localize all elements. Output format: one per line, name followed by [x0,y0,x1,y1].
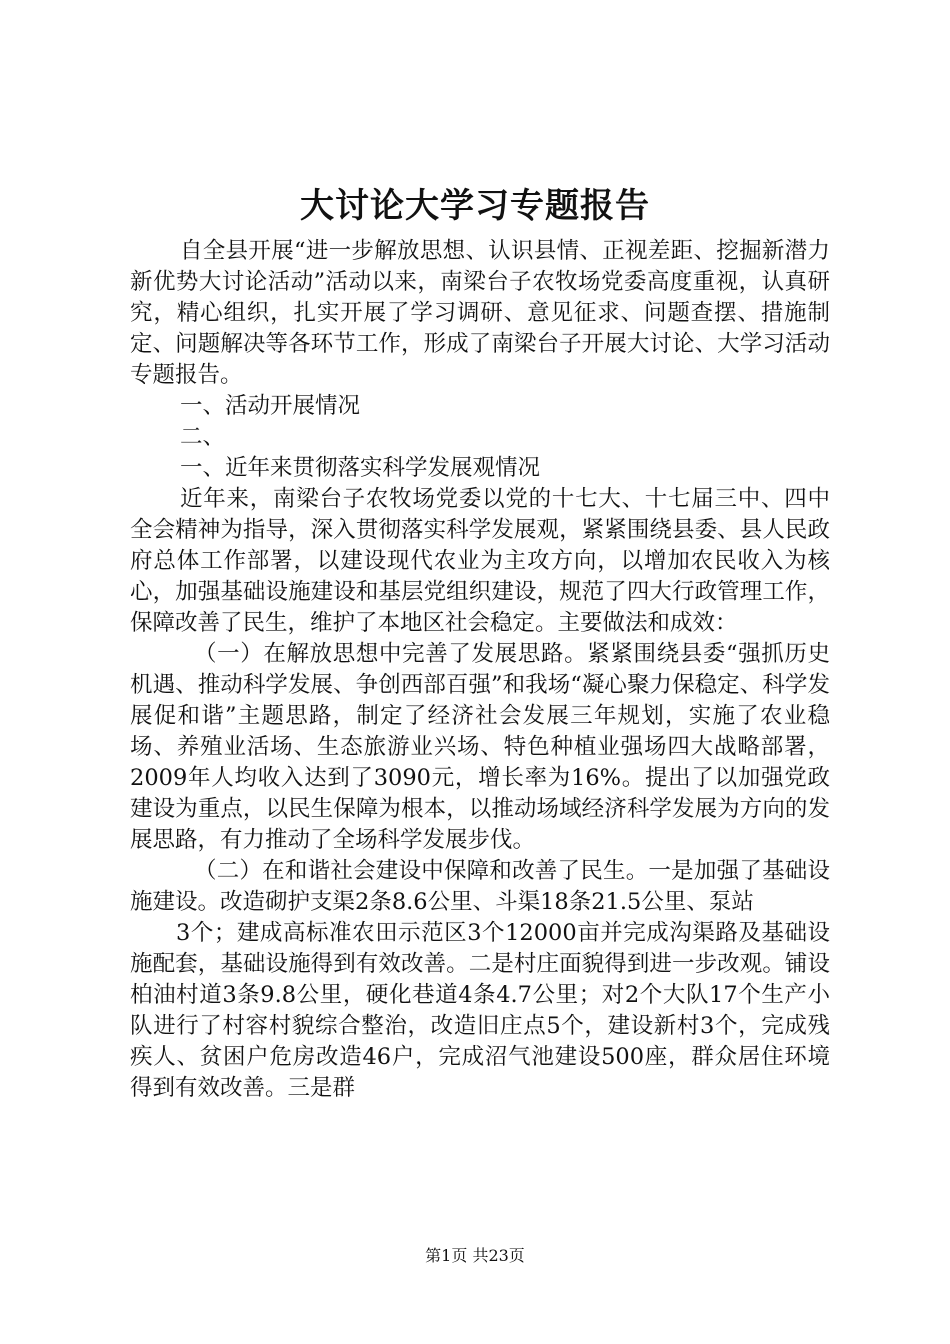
paragraph-intro: 自全县开展“进一步解放思想、认识县情、正视差距、挖掘新潜力新优势大讨论活动”活动以来，南梁台子农牧场党委高度重视，认真研究，精心组织，扎实开展了学习调研、意见征求、问题查摆、措施制定、问题解决等各环节工作，形成了南梁台子开展大讨论、大学习活动专题报告。 [130,238,830,388]
paragraph-section-two: （二）在和谐社会建设中保障和改善了民生。一是加强了基础设施建设。改造砌护支渠2条8.6公里、斗渠18条21.5公里、泵站 [130,858,830,915]
document-body [130,236,830,1104]
paragraph-continuation: 3个；建成高标准农田示范区3个12000亩并完成沟渠路及基础设施配套，基础设施得到有效改善。二是村庄面貌得到进一步改观。铺设柏油村道3条9.8公里，硬化巷道4条4.7公里；对2个大队17个生产小队进行了村容村貌综合整治，改造旧庄点5个，建设新村3个，完成残疾人、贫困户危房改造46户，完成沼气池建设500座，群众居住环境得到有效改善。三是群 [130,920,830,1101]
heading-scientific-development: 一、近年来贯彻落实科学发展观情况 [180,455,541,481]
page-number-footer: 第1页 共23页 [425,1246,525,1265]
paragraph-recent-years: 近年来，南梁台子农牧场党委以党的十七大、十七届三中、四中全会精神为指导，深入贯彻落实科学发展观，紧紧围绕县委、县人民政府总体工作部署，以建设现代农业为主攻方向，以增加农民收入为核心，加强基础设施建设和基层党组织建设，规范了四大行政管理工作，保障改善了民生，维护了本地区社会稳定。主要做法和成效： [130,486,830,636]
paragraph-section-one: （一）在解放思想中完善了发展思路。紧紧围绕县委“强抓历史机遇、推动科学发展、争创西部百强”和我场“凝心聚力保稳定、科学发展促和谐”主题思路，制定了经济社会发展三年规划，实施了农业稳场、养殖业活场、生态旅游业兴场、特色种植业强场四大战略部署，2009年人均收入达到了3090元，增长率为16%。提出了以加强党政建设为重点，以民生保障为根本，以推动场域经济科学发展为方向的发展思路，有力推动了全场科学发展步伐。 [130,641,830,853]
heading-two: 二、 [180,424,226,450]
heading-activity-status: 一、活动开展情况 [180,393,361,419]
document-title: 大讨论大学习专题报告 [300,186,650,226]
